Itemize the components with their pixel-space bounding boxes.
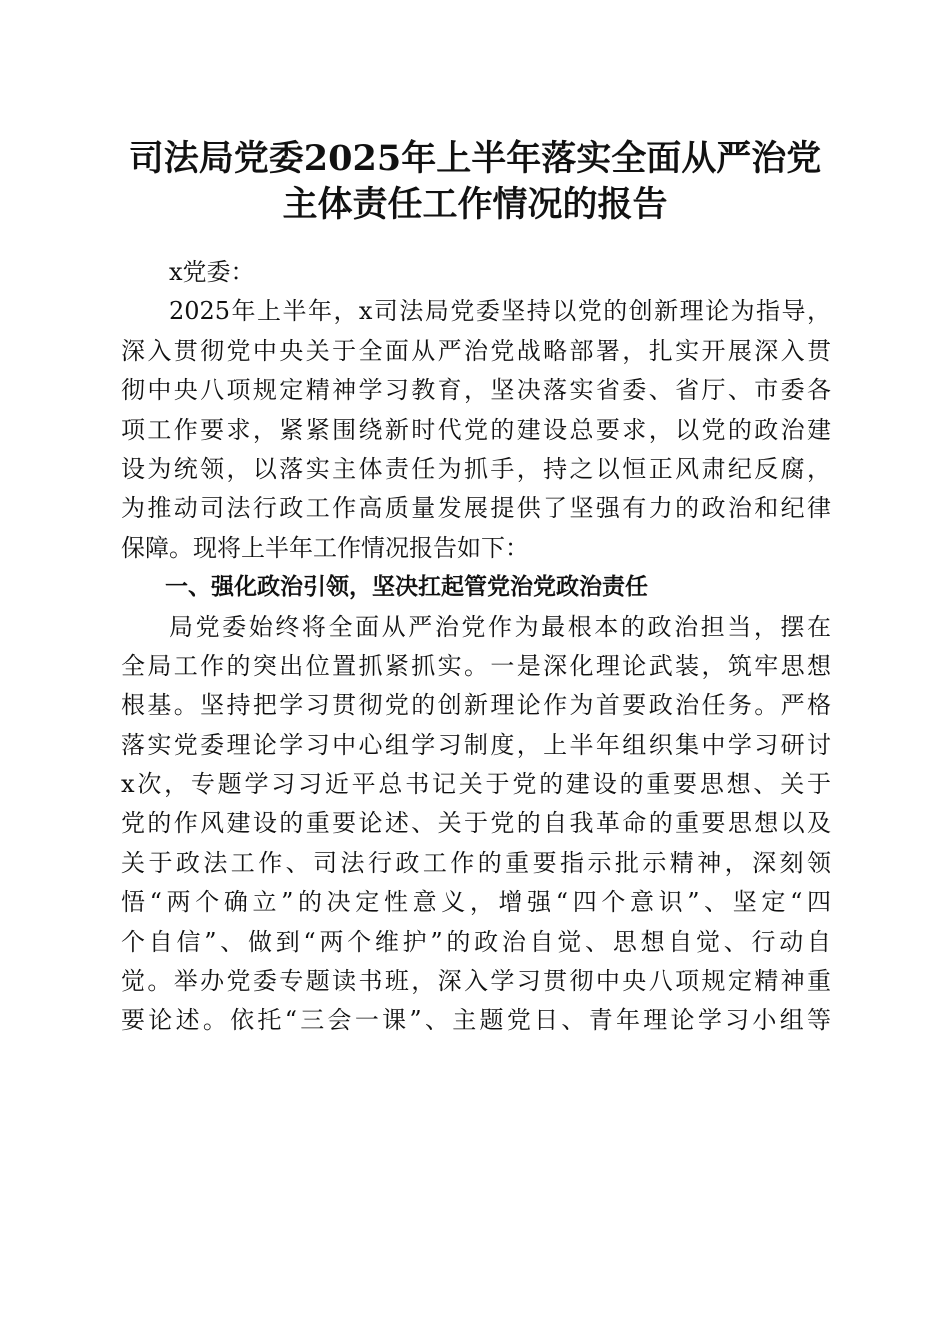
text-line: 悟“两个确立”的决定性意义，增强“四个意识”、坚定“四 <box>121 888 831 917</box>
text-line: 深入贯彻党中央关于全面从严治党战略部署，扎实开展深入贯 <box>121 336 831 365</box>
text-line: 根基。坚持把学习贯彻党的创新理论作为首要政治任务。严格 <box>121 691 831 720</box>
text-line: 设为统领，以落实主体责任为抓手，持之以恒正风肃纪反腐， <box>121 454 831 483</box>
text-line: 要论述。依托“三会一课”、主题党日、青年理论学习小组等 <box>121 1006 831 1035</box>
text-line: x次，专题学习习近平总书记关于党的建设的重要思想、关于 <box>121 770 831 799</box>
text-line: 局党委始终将全面从严治党作为最根本的政治担当，摆在 <box>169 612 831 641</box>
text-line: 落实党委理论学习中心组学习制度，上半年组织集中学习研讨 <box>121 730 831 759</box>
text-line: 项工作要求，紧紧围绕新时代党的建设总要求，以党的政治建 <box>121 415 831 444</box>
text-line: 2025年上半年，x司法局党委坚持以党的创新理论为指导， <box>169 297 831 326</box>
document-body <box>121 253 831 1041</box>
text-line: 全局工作的突出位置抓紧抓实。一是深化理论武装，筑牢思想 <box>121 651 831 680</box>
document-title <box>100 136 850 228</box>
text-line: 觉。举办党委专题读书班，深入学习贯彻中央八项规定精神重 <box>121 967 831 996</box>
text-line: x党委： <box>169 258 255 286</box>
text-line: 关于政法工作、司法行政工作的重要指示批示精神，深刻领 <box>121 848 831 877</box>
title-line-1: 司法局党委2025年上半年落实全面从严治党 <box>128 138 822 179</box>
text-line: 为推动司法行政工作高质量发展提供了坚强有力的政治和纪律 <box>121 494 831 523</box>
text-line: 党的作风建设的重要论述、关于党的自我革命的重要思想以及 <box>121 809 831 838</box>
title-line-2: 主体责任工作情况的报告 <box>282 184 668 225</box>
text-line: 彻中央八项规定精神学习教育，坚决落实省委、省厅、市委各 <box>121 376 831 405</box>
text-line: 个自信”、做到“两个维护”的政治自觉、思想自觉、行动自 <box>121 927 831 956</box>
text-line: 保障。现将上半年工作情况报告如下： <box>121 533 529 562</box>
section-heading: 一、强化政治引领，坚决扛起管党治党政治责任 <box>165 574 648 601</box>
